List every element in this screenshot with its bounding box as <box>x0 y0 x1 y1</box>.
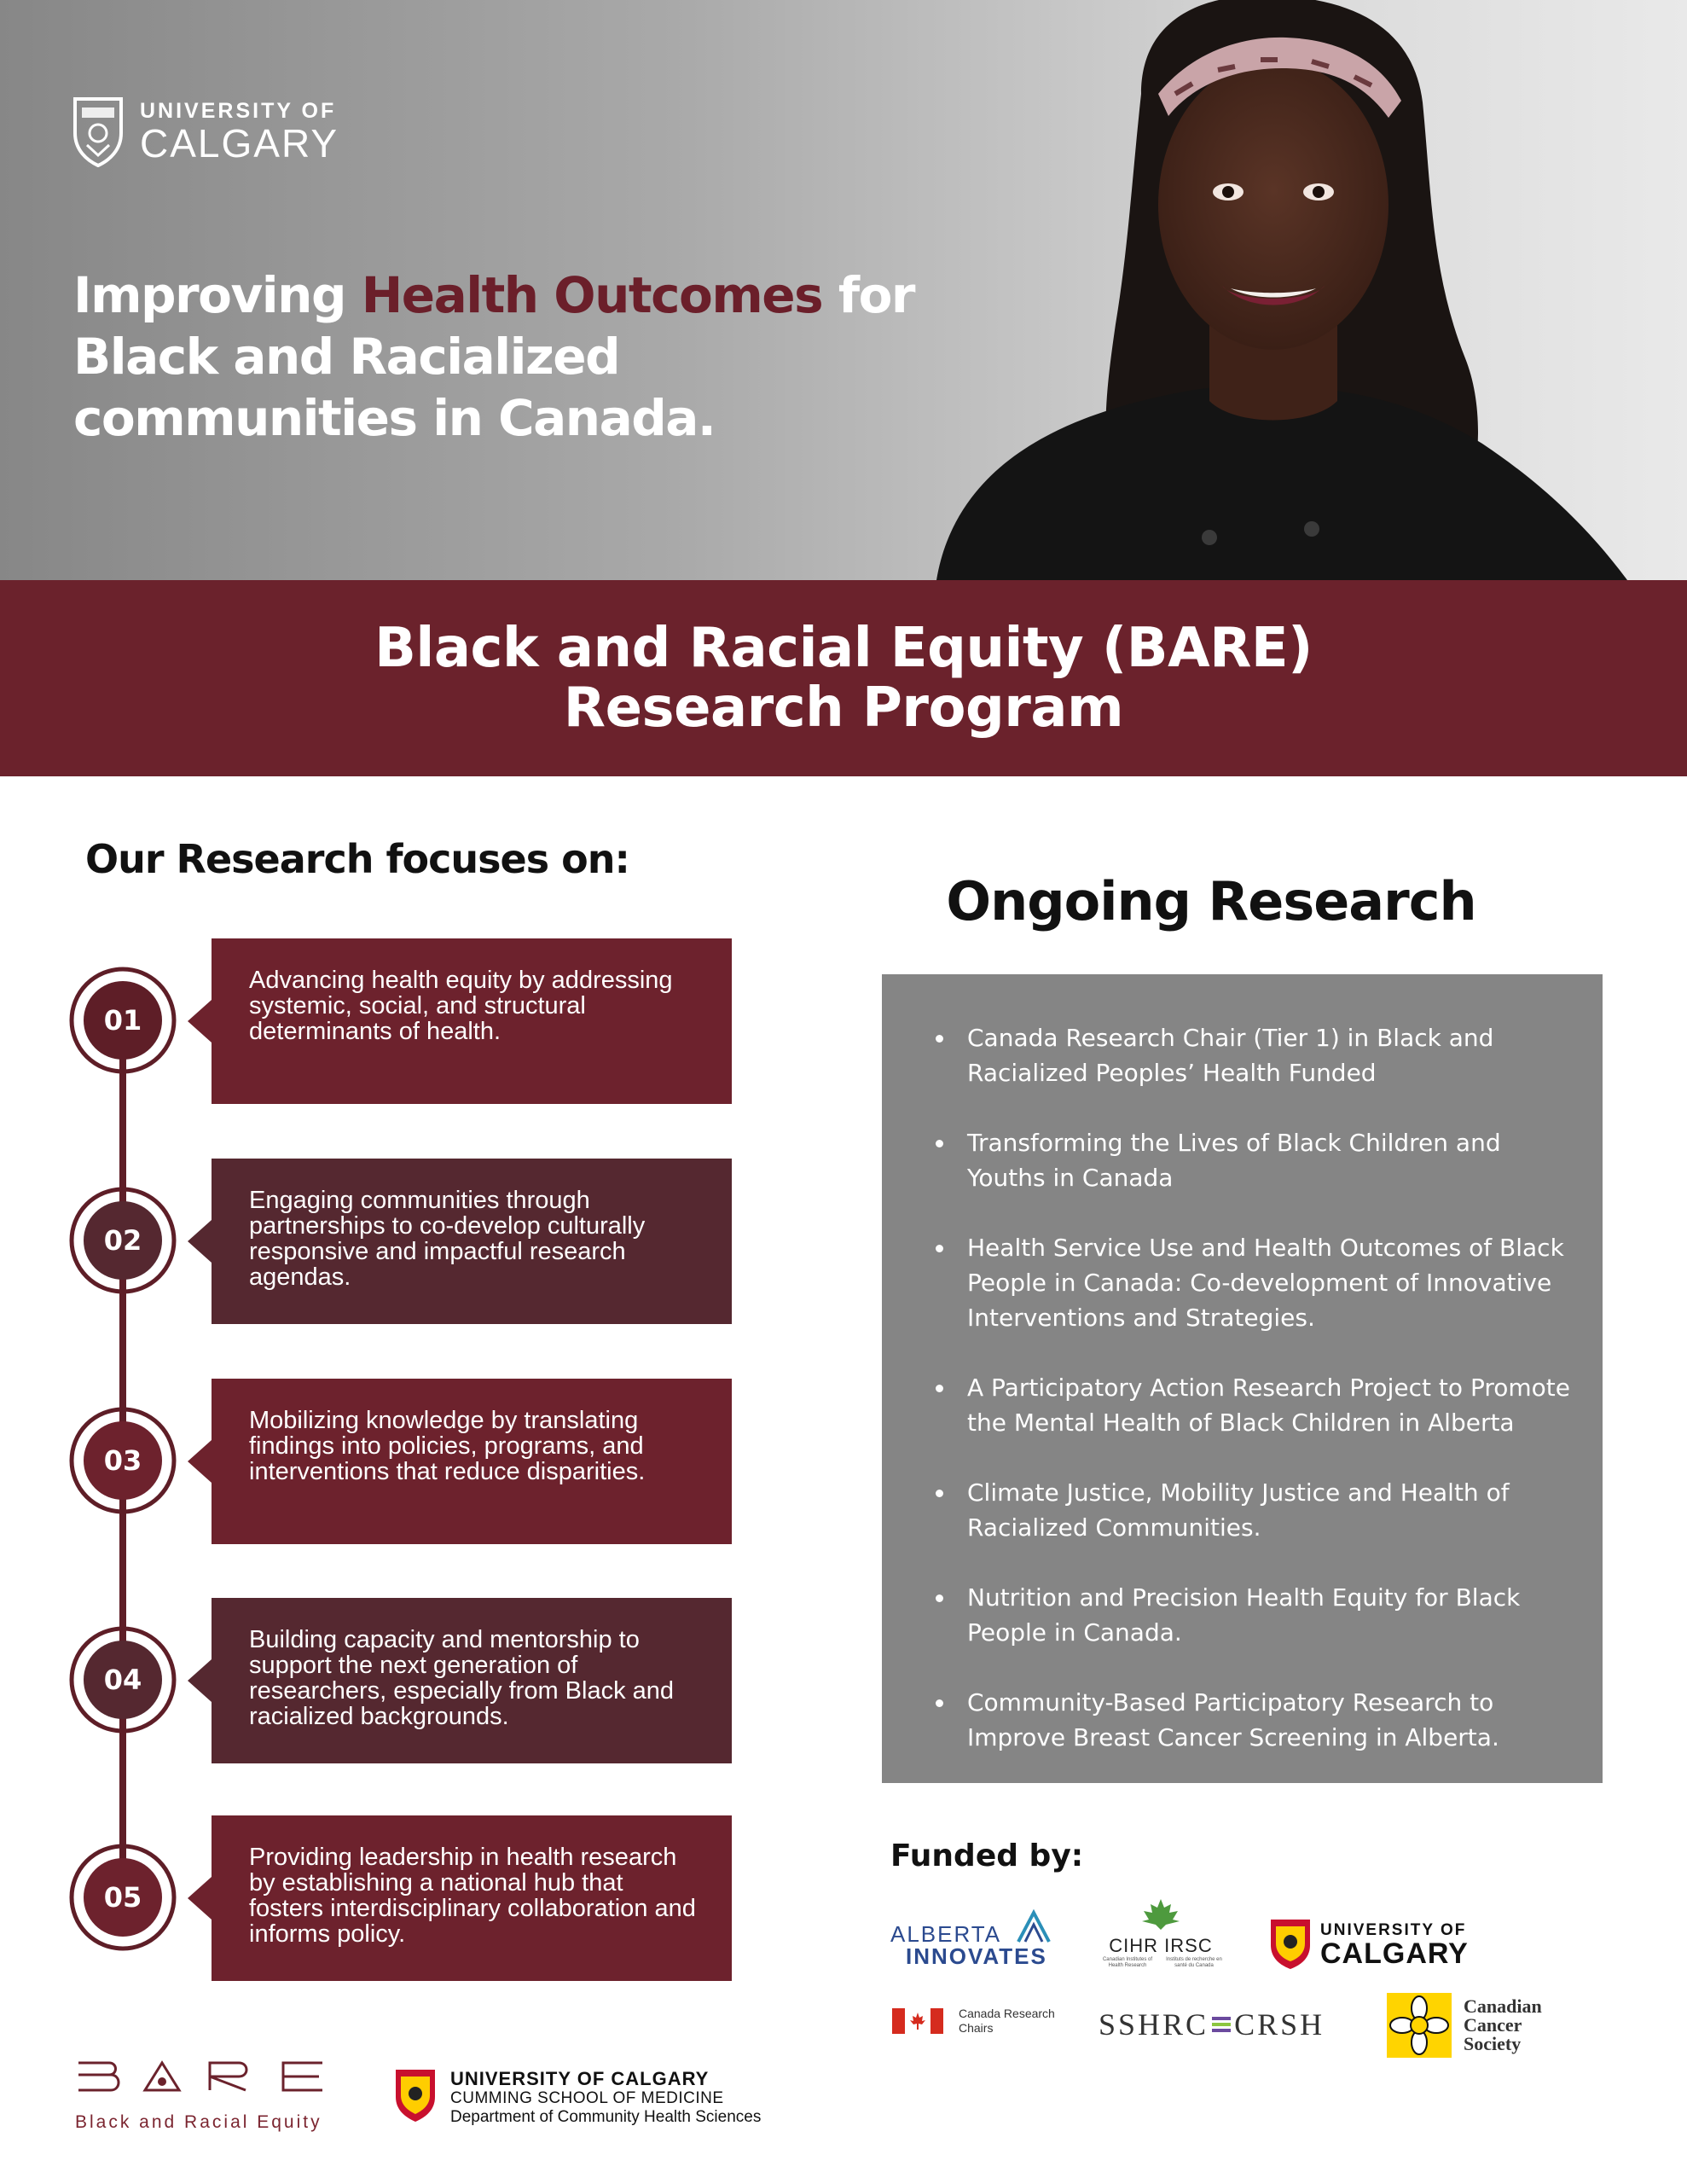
headline <box>73 264 926 449</box>
focus-item <box>67 1598 732 1763</box>
ucalgary-funder-logo <box>1269 1918 1469 1971</box>
alberta-innovates-mark-icon <box>1015 1908 1052 1945</box>
ongoing-research-list <box>909 1020 1586 1755</box>
bare-logo <box>75 2059 331 2094</box>
cihr-sub-en: Canadian Institutes of Health Research <box>1102 1957 1153 1968</box>
list-item: Transforming the Lives of Black Children and Youths in Canada <box>909 1125 1586 1195</box>
list-item: Health Service Use and Health Outcomes of Black People in Canada: Co-development of Innovative Interventions and Strategies. <box>909 1230 1586 1335</box>
maple-leaf-icon <box>1135 1897 1186 1931</box>
sshrc-right: CRSH <box>1234 2007 1325 2042</box>
university-of-calgary-logo <box>72 96 339 167</box>
banner-title-line1: Black and Racial Equity (BARE) <box>374 617 1313 680</box>
ucalgary-funder-line1: UNIVERSITY OF <box>1320 1921 1467 1939</box>
logo-line1: UNIVERSITY OF <box>140 98 337 123</box>
focus-card-text: Mobilizing knowledge by translating findings into policies, programs, and interventions that reduce disparities. <box>212 1379 732 1544</box>
banner-title-line2: Research Program <box>563 677 1124 740</box>
step-number: 01 <box>103 1004 142 1037</box>
crc-line2: Chairs <box>959 2021 994 2035</box>
focus-item <box>67 938 732 1104</box>
step-number: 05 <box>103 1881 142 1914</box>
list-item: Canada Research Chair (Tier 1) in Black and Racialized Peoples’ Health Funded <box>909 1020 1586 1090</box>
hero-section <box>0 0 1687 580</box>
canada-research-chairs-logo <box>892 2007 1055 2036</box>
step-number: 02 <box>103 1224 142 1257</box>
cumming-school-logo <box>394 2068 761 2127</box>
focus-card-text: Advancing health equity by addressing systemic, social, and structural determinants of health. <box>212 938 732 1104</box>
ccs-line3: Society <box>1464 2033 1522 2054</box>
focus-card-text: Building capacity and mentorship to support the next generation of researchers, especially from Black and racialized backgrounds. <box>212 1598 732 1763</box>
ucalgary-crest-icon <box>394 2068 437 2124</box>
list-item: Nutrition and Precision Health Equity for Black People in Canada. <box>909 1580 1586 1650</box>
crest-icon <box>72 96 125 167</box>
focus-item <box>67 1159 732 1324</box>
step-number: 04 <box>103 1664 142 1696</box>
ucalgary-crest-icon <box>1269 1918 1312 1971</box>
headline-part2: for Black and Racialized communities in Canada. <box>73 266 915 447</box>
daffodil-icon <box>1387 1993 1452 2058</box>
sshrc-left: SSHRC <box>1099 2007 1209 2042</box>
ongoing-research-box <box>882 974 1603 1783</box>
headline-part1: Improving <box>73 266 362 324</box>
cihr-irsc-logo <box>1097 1897 1225 1969</box>
focus-item <box>67 1379 732 1544</box>
focus-card-text: Providing leadership in health research by establishing a national hub that fosters interdisciplinary collaboration and informs policy. <box>212 1815 732 1981</box>
sshrc-crsh-logo <box>1099 2007 1325 2042</box>
step-number: 03 <box>103 1444 142 1477</box>
bare-subtitle: Black and Racial Equity <box>75 2112 322 2132</box>
list-item: Community-Based Participatory Research to Improve Breast Cancer Screening in Alberta. <box>909 1685 1586 1755</box>
footer-uc-line3: Department of Community Health Sciences <box>450 2108 762 2126</box>
ccs-line1: Canadian <box>1464 1995 1542 2017</box>
logo-line2: CALGARY <box>140 120 339 166</box>
focus-card-text: Engaging communities through partnerships to co-develop culturally responsive and impactful research agendas. <box>212 1159 732 1324</box>
canada-flag-icon <box>892 2008 943 2034</box>
ongoing-research-title: Ongoing Research <box>946 870 1476 932</box>
cihr-sub-fr: Instituts de recherche en santé du Canada <box>1166 1957 1222 1968</box>
cihr-name: CIHR IRSC <box>1109 1935 1213 1956</box>
alberta-innovates-line2: INNOVATES <box>906 1943 1047 1969</box>
list-item: Climate Justice, Mobility Justice and Health of Racialized Communities. <box>909 1475 1586 1545</box>
ccs-line2: Cancer <box>1464 2014 1522 2036</box>
list-item: A Participatory Action Research Project to Promote the Mental Health of Black Children in Alberta <box>909 1370 1586 1440</box>
focus-title: Our Research focuses on: <box>85 836 629 882</box>
portrait-photo <box>834 0 1687 580</box>
alberta-innovates-line1: ALBERTA <box>890 1921 1002 1947</box>
footer-uc-line2: CUMMING SCHOOL OF MEDICINE <box>450 2089 724 2107</box>
canadian-cancer-society-logo <box>1387 1993 1542 2058</box>
alberta-innovates-logo <box>890 1908 1052 1967</box>
program-banner <box>0 580 1687 776</box>
ucalgary-funder-line2: CALGARY <box>1320 1937 1469 1970</box>
sshrc-bars-icon <box>1210 2013 1232 2036</box>
headline-accent: Health Outcomes <box>361 266 823 324</box>
funded-by-title: Funded by: <box>890 1838 1084 1873</box>
focus-item <box>67 1815 732 1981</box>
crc-line1: Canada Research <box>959 2007 1055 2020</box>
footer-uc-line1: UNIVERSITY OF CALGARY <box>450 2068 710 2089</box>
